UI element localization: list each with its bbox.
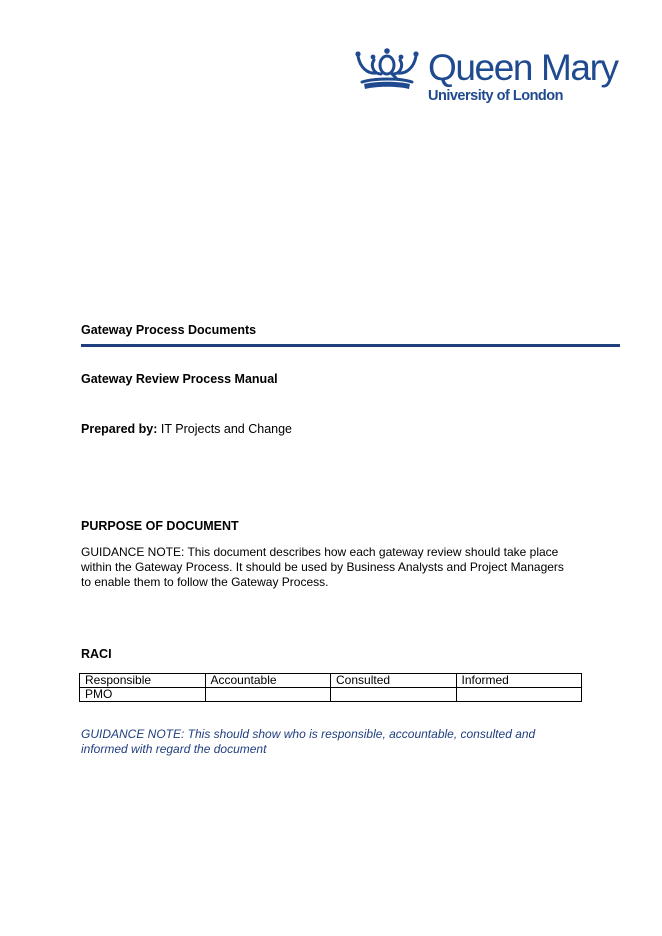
header-accountable: Accountable [205, 674, 331, 688]
header-responsible: Responsible [80, 674, 206, 688]
header-consulted: Consulted [331, 674, 457, 688]
table-cell [456, 688, 582, 702]
guidance-line: informed with regard the document [81, 742, 267, 756]
table-cell [205, 688, 331, 702]
purpose-text [81, 545, 581, 590]
logo-name: Queen Mary [428, 47, 618, 88]
purpose-line: to enable them to follow the Gateway Process. [81, 575, 329, 589]
table-header-row [80, 674, 582, 688]
purpose-line: within the Gateway Process. It should be used by Business Analysts and Project Managers [81, 560, 564, 574]
section-title: Gateway Process Documents [81, 323, 257, 337]
guidance-line: GUIDANCE NOTE: This should show who is responsible, accountable, consulted and [81, 727, 536, 741]
header-informed: Informed [456, 674, 582, 688]
document-title: Gateway Review Process Manual [81, 372, 278, 386]
logo-subtitle: University of London [428, 88, 563, 104]
table-cell: PMO [80, 688, 206, 702]
prepared-by-value: IT Projects and Change [160, 422, 293, 436]
title-divider [81, 344, 620, 347]
qm-crown-logo-icon [354, 46, 420, 92]
qm-logo [354, 46, 618, 108]
raci-heading: RACI [81, 647, 112, 661]
table-cell [331, 688, 457, 702]
purpose-line: GUIDANCE NOTE: This document describes how each gateway review should take place [81, 545, 559, 559]
raci-table [79, 673, 582, 702]
prepared-by-label: Prepared by: [81, 422, 158, 436]
prepared-by [81, 422, 292, 436]
raci-guidance-note [81, 727, 561, 757]
table-row [80, 688, 582, 702]
purpose-heading: PURPOSE OF DOCUMENT [81, 519, 239, 533]
